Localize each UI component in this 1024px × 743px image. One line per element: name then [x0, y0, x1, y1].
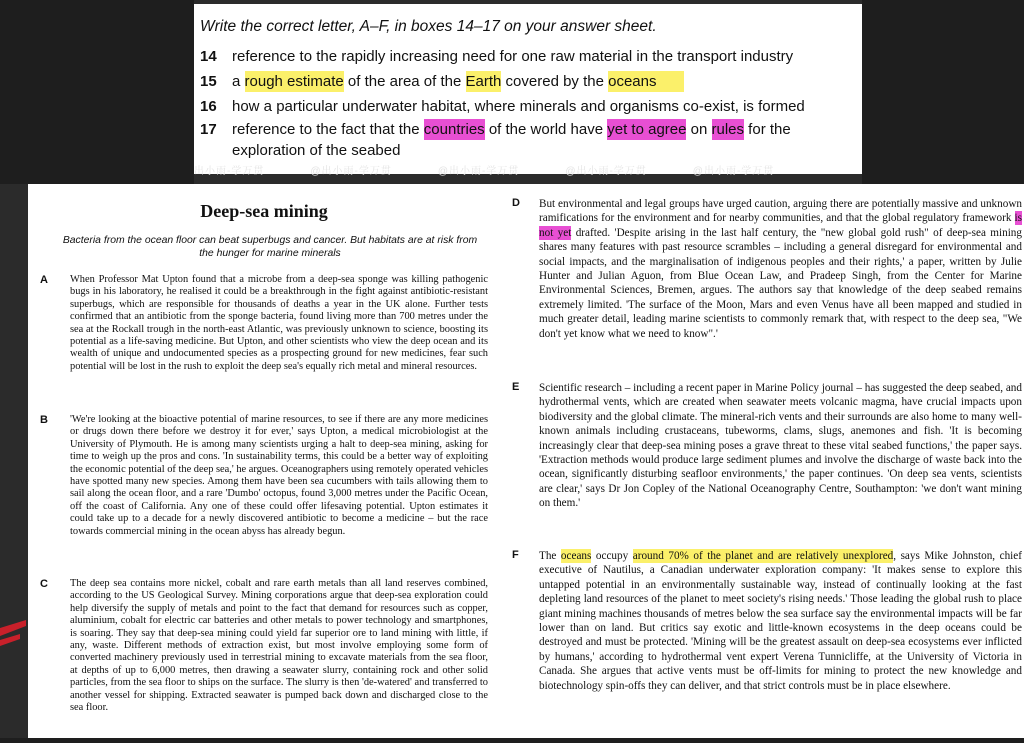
text-run: drafted. 'Despite arising in the last half century, the "new global gold rush" of deep-sea mining shares many features with past resource scrambles – including a general disregard for environmental and social impacts, and the marginalisation of indigenous peoples and their rights,' a paper, written by Julie Hunter and Julian Aguon, from Blue Ocean Law, and Pradeep Singh, from the Center for Marine Environmental Sciences, Bremen, argues. The authors say that knowledge of the deep seabed remains extremely limited. 'The surface of the Moon, Mars and even Venus have all been mapped and studied in much greater detail, leading marine scientists to commonly remark that, with respect to the deep sea, "We don't yet know what we need to know".' [539, 226, 1022, 340]
dark-background-left [0, 0, 194, 184]
question-row [200, 69, 856, 94]
watermark-text: @出小雨-学万贯 [437, 166, 520, 177]
paragraph-letter: C [40, 578, 48, 590]
paragraph-text [539, 197, 1022, 341]
highlight-pink: countries [423, 121, 485, 138]
paragraph-d [512, 197, 1022, 341]
highlight-yellow: oceans [608, 71, 684, 92]
text-run: , says Mike Johnston, chief executive of Nautilus, a Canadian underwater exploration company: 'It makes sense to explore this untapped potential in an environmentally sustainable way, instead of continually looking at the fast depleting land resources of the planet to meet society's rising needs.' Those leading the global rush to place giant mining machines thousands of metres below the sea surface say the environmental impacts will be far lower than on land. But critics say exotic and little-known ecosystems in the deep oceans could be destroyed and must be protected. 'Mining will be the greatest assault on deep-sea ecosystems ever inflicted by humans,' according to hydrothermal vent expert Verena Tunnicliffe, at the University of Victoria in Canada. She argues that active vents must be off-limits for mining to protect the new knowledge and biotechnology spin-offs they can deliver, and that strict controls must be in place elsewhere. [539, 550, 1022, 692]
question-number: 14 [200, 48, 217, 65]
paragraph-text [539, 549, 1022, 693]
text-run: on [686, 121, 712, 138]
question-text: how a particular underwater habitat, where minerals and organisms co-exist, is formed [232, 98, 805, 115]
highlight-pink: rules [711, 121, 745, 138]
question-text [232, 119, 856, 161]
article-title: Deep-sea mining [200, 201, 328, 221]
paragraph-c [40, 578, 488, 714]
dark-background-bottom [0, 738, 1024, 743]
text-run: covered by the [501, 73, 609, 90]
paragraph-letter: D [512, 197, 520, 209]
watermark-text: @出小雨-学万贯 [310, 166, 392, 177]
highlight-yellow: oceans [560, 550, 592, 562]
highlight-yellow: around 70% of the planet and are relatively unexplored [632, 550, 894, 562]
red-ink-mark [0, 618, 28, 656]
question-card [194, 4, 862, 177]
text-run: of the world have [484, 121, 608, 138]
question-row [200, 119, 856, 161]
paragraph-letter: B [40, 414, 48, 426]
question-text: reference to the rapidly increasing need for one raw material in the transport industry [232, 48, 794, 65]
article-subtitle: Bacteria from the ocean floor can beat superbugs and cancer. But habitats are at risk from the hunger for marine minerals [62, 235, 478, 259]
watermark-text: @出小雨-学万贯 [565, 166, 647, 177]
paragraph-f [512, 549, 1022, 693]
question-number: 17 [200, 121, 217, 138]
paragraph-a [40, 274, 488, 373]
question-number: 16 [200, 98, 217, 115]
paragraph-text: Scientific research – including a recent paper in Marine Policy journal – has suggested the deep seabed, and hydrothermal vents, which are created when seawater meets volcanic magma, have crucial impacts upon biodiversity and the global climate. The mineral-rich vents and their surrounds are also home to many well-known animals including crustaceans, tubeworms, clams, slugs, anemones and fish. 'It is becoming increasingly clear that deep-sea mining poses a grave threat to these vital seabed functions,' the paper says. 'Extraction methods would produce large sediment plumes and involve the discharge of waste back into the ocean, significantly disturbing seafloor environments,' the paper continues. 'On deep sea vents, scientists are clear,' says Dr Jon Copley of the National Oceanography Centre, Southampton: 'we don't want mining on them.' [539, 382, 1022, 510]
highlight-pink: is not yet [539, 212, 1022, 239]
highlight-yellow: Earth [465, 73, 502, 90]
paragraph-letter: E [512, 381, 520, 393]
watermark-text: 出小雨-学万贯 [194, 166, 265, 177]
text-run: of the area of the [343, 73, 466, 90]
paragraph-text: The deep sea contains more nickel, cobalt and rare earth metals than all land reserves combined, according to the US Geological Survey. Mining corporations argue that deep-sea exploration could help diversify the supply of metals and point to the fact that demand for resources such as copper, aluminium, cobalt for electric car batteries and other metals to power technology and smartphones, is soaring. They say that deep-sea mining could yield far superior ore to land mining with little, if any, waste. Different methods of extraction exist, but most involve employing some form of converted machinery previously used in terrestrial mining to excavate materials from the sea floor, at depths of up to 6,000 metres, then drawing a seawater slurry, containing rock and other solid particles, from the sea floor to ships on the surface. The slurry is then 'de-watered' and transferred to another vessel for shipping. Extracted seawater is pumped back down and discharged close to the sea floor. [70, 578, 488, 714]
paragraph-text: When Professor Mat Upton found that a microbe from a deep-sea sponge was killing pathogenic bugs in his laboratory, he realised it could be a breakthrough in the fight against antibiotic-resistant superbugs, which are responsible for thousands of deaths a year in the UK alone. Further tests confirmed that an antibiotic from the sponge bacteria, found living more than 700 metres under the sea at the Rockall trough in the north-east Atlantic, was previously unknown to science, boosting its potential as a life-saving medicine. But Upton, and other scientists who view the deep ocean and its wealth of unique and undocumented species as a prospecting ground for new medicines, fear such potential will be lost in the rush to exploit the deep sea's equally rich metal and mineral resources. [70, 274, 488, 372]
question-row [200, 44, 856, 69]
text-run: The [539, 550, 561, 562]
dark-background-right [862, 0, 1024, 184]
text-run: for the exploration of the seabed [232, 121, 791, 159]
highlight-pink: yet to agree [607, 121, 687, 138]
question-instruction: Write the correct letter, A–F, in boxes 14–17 on your answer sheet. [200, 18, 657, 35]
text-run: a [232, 73, 245, 90]
paragraph-letter: F [512, 549, 519, 561]
watermark-text: @出小雨-学万贯 [692, 166, 775, 177]
highlight-yellow: rough estimate [244, 73, 344, 90]
text-run: reference to the fact that the [232, 121, 424, 138]
paragraph-letter: A [40, 274, 48, 286]
text-run: occupy [591, 550, 633, 562]
paragraph-e [512, 381, 1022, 511]
watermark [194, 162, 862, 177]
question-number: 15 [200, 73, 217, 90]
question-text [232, 69, 856, 94]
article-page [28, 184, 1024, 738]
question-row [200, 94, 856, 119]
paragraph-b [40, 414, 488, 538]
text-run: But environmental and legal groups have urged caution, arguing there are potentially massive and unknown ramifications for the environment and for nearby communities, and that the global regulatory framework [539, 198, 1022, 225]
paragraph-text: 'We're looking at the bioactive potential of marine resources, to see if there are any more medicines or drugs down there before we destroy it for ever,' says Upton, a medical microbiologist at the University of Plymouth. He is among many scientists urging a halt to deep-sea mining, asking for time to weigh up the pros and cons. 'In sustainability terms, this could be a better way of exploiting the economic potential of the deep sea,' he argues. Oceanographers using remotely operated vehicles have spotted many new species. Among them have been sea cucumbers with tails allowing them to sail along the ocean floor, and a rare 'Dumbo' octopus, found 3,000 metres under the Pacific Ocean, off the coast of California. Any one of these could offer lifesaving potential. Upton estimates it could take up to a decade for a newly discovered antibiotic to become a medicine – but the race towards commercial mining in the ocean abyss has already begun. [70, 414, 489, 537]
